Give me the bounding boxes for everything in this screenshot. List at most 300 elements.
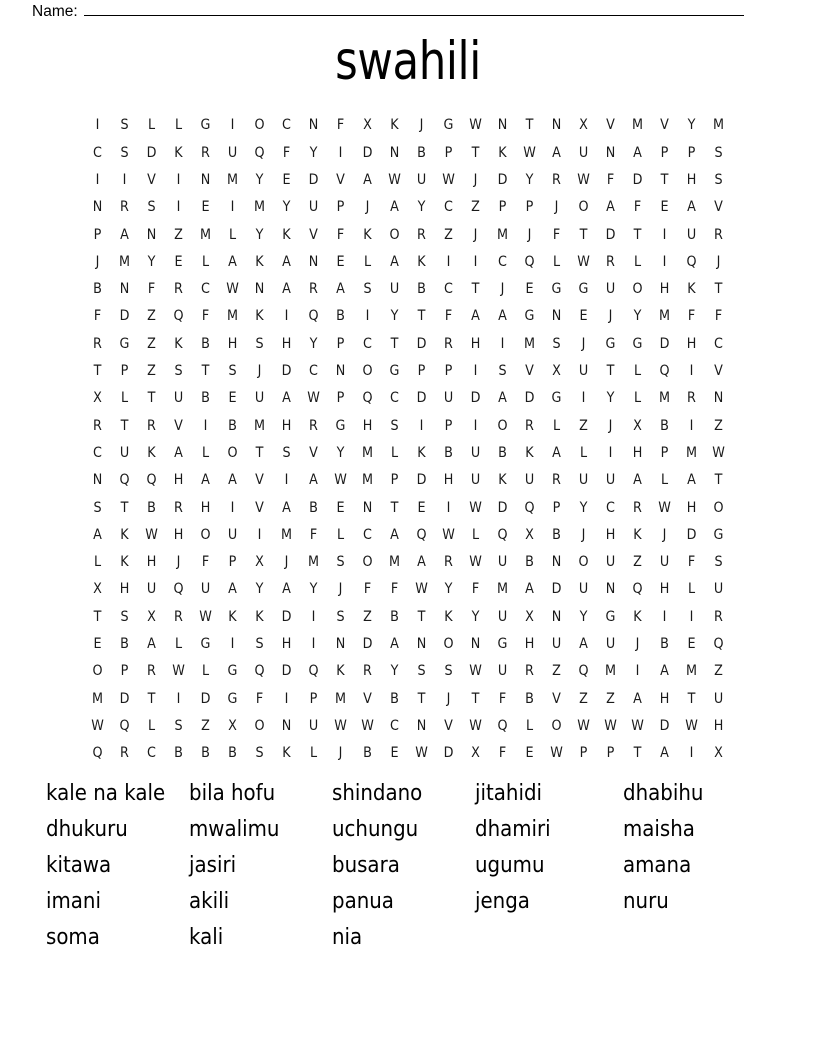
grid-letter[interactable]: X [93,390,102,407]
grid-letter[interactable]: F [444,308,453,325]
grid-letter[interactable]: K [174,144,183,161]
grid-letter[interactable]: Z [444,226,453,243]
grid-letter[interactable]: B [417,281,426,298]
grid-letter[interactable]: A [93,526,102,543]
grid-letter[interactable]: T [417,690,426,707]
grid-letter[interactable]: C [93,444,102,461]
grid-letter[interactable]: V [552,690,561,707]
grid-letter[interactable]: D [524,390,535,407]
grid-letter[interactable]: J [419,117,424,134]
grid-letter[interactable]: K [282,226,291,243]
grid-letter[interactable]: D [605,226,616,243]
grid-letter[interactable]: Q [524,499,535,516]
grid-letter[interactable]: W [469,554,482,571]
grid-letter[interactable]: B [444,444,453,461]
word-list-item[interactable]: kitawa [46,853,112,878]
grid-letter[interactable]: M [307,554,319,571]
grid-letter[interactable]: A [687,472,696,489]
grid-letter[interactable]: B [309,499,318,516]
grid-letter[interactable]: C [363,335,372,352]
grid-letter[interactable]: U [551,636,562,653]
grid-letter[interactable]: L [471,526,480,543]
grid-letter[interactable]: T [606,363,615,380]
grid-letter[interactable]: B [174,745,183,762]
grid-letter[interactable]: R [147,417,156,434]
grid-letter[interactable]: J [257,363,262,380]
grid-letter[interactable]: R [120,745,129,762]
grid-letter[interactable]: Z [579,690,588,707]
grid-letter[interactable]: I [122,171,127,188]
grid-letter[interactable]: G [578,281,589,298]
grid-letter[interactable]: X [471,745,480,762]
grid-letter[interactable]: O [227,444,238,461]
grid-letter[interactable]: D [416,390,427,407]
grid-letter[interactable]: O [497,417,508,434]
grid-letter[interactable]: E [525,281,534,298]
grid-letter[interactable]: E [336,253,345,270]
grid-letter[interactable]: M [361,472,373,489]
grid-letter[interactable]: F [363,581,372,598]
grid-letter[interactable]: X [552,363,561,380]
grid-letter[interactable]: Q [686,253,697,270]
grid-letter[interactable]: W [91,717,104,734]
grid-letter[interactable]: Q [632,581,643,598]
grid-letter[interactable]: Z [714,663,723,680]
grid-letter[interactable]: W [577,717,590,734]
grid-letter[interactable]: N [470,636,481,653]
grid-letter[interactable]: A [228,581,237,598]
grid-letter[interactable]: A [552,444,561,461]
grid-letter[interactable]: R [552,472,561,489]
grid-letter[interactable]: V [660,117,669,134]
grid-letter[interactable]: U [713,581,724,598]
grid-letter[interactable]: I [176,690,181,707]
grid-letter[interactable]: L [633,253,642,270]
grid-letter[interactable]: F [687,308,696,325]
grid-letter[interactable]: H [524,636,535,653]
grid-letter[interactable]: L [147,717,156,734]
grid-letter[interactable]: S [174,363,183,380]
grid-letter[interactable]: V [336,171,345,188]
grid-letter[interactable]: R [417,226,426,243]
grid-letter[interactable]: C [201,281,210,298]
grid-letter[interactable]: H [659,581,670,598]
grid-letter[interactable]: I [419,417,424,434]
grid-letter[interactable]: M [496,581,508,598]
grid-letter[interactable]: I [230,636,235,653]
grid-letter[interactable]: K [120,554,129,571]
grid-letter[interactable]: K [687,281,696,298]
grid-letter[interactable]: Z [363,608,372,625]
grid-letter[interactable]: I [473,363,478,380]
grid-letter[interactable]: H [362,417,373,434]
grid-letter[interactable]: K [363,226,372,243]
grid-letter[interactable]: F [201,554,210,571]
grid-letter[interactable]: U [497,554,508,571]
grid-letter[interactable]: G [524,308,535,325]
grid-letter[interactable]: H [686,335,697,352]
grid-letter[interactable]: O [362,363,373,380]
grid-letter[interactable]: A [579,636,588,653]
grid-letter[interactable]: Y [579,608,588,625]
grid-letter[interactable]: T [579,226,588,243]
grid-letter[interactable]: I [284,690,289,707]
grid-letter[interactable]: A [660,745,669,762]
grid-letter[interactable]: D [119,308,130,325]
grid-letter[interactable]: U [416,171,427,188]
grid-letter[interactable]: M [226,171,238,188]
grid-letter[interactable]: C [714,335,723,352]
grid-letter[interactable]: M [712,117,724,134]
grid-letter[interactable]: P [444,417,453,434]
grid-letter[interactable]: N [308,253,319,270]
grid-letter[interactable]: D [281,608,292,625]
grid-letter[interactable]: V [147,171,156,188]
grid-letter[interactable]: F [633,199,642,216]
grid-letter[interactable]: K [147,444,156,461]
grid-letter[interactable]: Z [606,690,615,707]
grid-letter[interactable]: X [93,581,102,598]
grid-letter[interactable]: N [335,636,346,653]
grid-letter[interactable]: A [525,581,534,598]
grid-letter[interactable]: J [500,281,505,298]
grid-letter[interactable]: A [336,281,345,298]
grid-letter[interactable]: U [200,581,211,598]
grid-letter[interactable]: G [200,117,211,134]
grid-letter[interactable]: R [606,253,615,270]
grid-letter[interactable]: A [687,199,696,216]
grid-letter[interactable]: F [714,308,723,325]
grid-letter[interactable]: T [390,499,399,516]
grid-letter[interactable]: K [417,253,426,270]
grid-letter[interactable]: C [444,199,453,216]
grid-letter[interactable]: N [497,117,508,134]
grid-letter[interactable]: L [201,444,210,461]
word-list-item[interactable]: panua [331,889,394,914]
grid-letter[interactable]: E [525,745,534,762]
grid-letter[interactable]: M [631,117,643,134]
grid-letter[interactable]: W [469,717,482,734]
grid-letter[interactable]: B [660,636,669,653]
grid-letter[interactable]: B [201,745,210,762]
grid-letter[interactable]: K [498,144,507,161]
grid-letter[interactable]: R [444,335,453,352]
grid-letter[interactable]: D [281,663,292,680]
grid-letter[interactable]: C [93,144,102,161]
grid-letter[interactable]: G [227,690,238,707]
grid-letter[interactable]: O [389,226,400,243]
grid-letter[interactable]: N [389,144,400,161]
grid-letter[interactable]: Y [255,171,264,188]
grid-letter[interactable]: W [226,281,239,298]
grid-letter[interactable]: H [632,444,643,461]
grid-letter[interactable]: A [282,281,291,298]
grid-letter[interactable]: S [498,363,507,380]
grid-letter[interactable]: C [309,363,318,380]
grid-letter[interactable]: S [363,281,372,298]
grid-letter[interactable]: F [336,117,345,134]
grid-letter[interactable]: W [199,608,212,625]
grid-letter[interactable]: I [500,335,505,352]
grid-letter[interactable]: A [390,253,399,270]
grid-letter[interactable]: Y [390,663,399,680]
grid-letter[interactable]: A [282,581,291,598]
grid-letter[interactable]: X [525,608,534,625]
grid-letter[interactable]: E [417,499,426,516]
grid-letter[interactable]: L [633,390,642,407]
grid-letter[interactable]: G [713,526,724,543]
grid-letter[interactable]: U [497,608,508,625]
grid-letter[interactable]: N [281,717,292,734]
grid-letter[interactable]: G [605,335,616,352]
grid-letter[interactable]: S [417,663,426,680]
grid-letter[interactable]: I [311,636,316,653]
grid-letter[interactable]: X [633,417,642,434]
grid-letter[interactable]: N [551,608,562,625]
grid-letter[interactable]: D [497,499,508,516]
grid-letter[interactable]: J [608,417,613,434]
grid-letter[interactable]: T [120,417,129,434]
grid-letter[interactable]: N [416,717,427,734]
grid-letter[interactable]: R [714,226,723,243]
grid-letter[interactable]: S [255,745,264,762]
grid-letter[interactable]: H [470,335,481,352]
grid-letter[interactable]: O [362,554,373,571]
grid-letter[interactable]: Y [687,117,696,134]
grid-letter[interactable]: I [662,226,667,243]
grid-letter[interactable]: T [201,363,210,380]
grid-letter[interactable]: F [498,745,507,762]
word-list-item[interactable]: shindano [331,781,422,806]
grid-letter[interactable]: C [363,526,372,543]
grid-letter[interactable]: O [578,199,589,216]
grid-letter[interactable]: Z [714,417,723,434]
grid-letter[interactable]: W [145,526,158,543]
grid-letter[interactable]: J [338,745,343,762]
grid-letter[interactable]: W [415,581,428,598]
grid-letter[interactable]: I [689,608,694,625]
grid-letter[interactable]: D [686,526,697,543]
grid-letter[interactable]: H [443,472,454,489]
grid-letter[interactable]: T [714,472,723,489]
grid-letter[interactable]: O [578,554,589,571]
grid-letter[interactable]: B [525,554,534,571]
grid-letter[interactable]: Z [174,226,183,243]
grid-letter[interactable]: W [712,444,725,461]
grid-letter[interactable]: F [687,554,696,571]
grid-letter[interactable]: G [389,363,400,380]
word-list-item[interactable]: kali [188,925,224,950]
grid-letter[interactable]: Y [471,608,480,625]
grid-letter[interactable]: I [311,608,316,625]
grid-letter[interactable]: N [119,281,130,298]
grid-letter[interactable]: U [146,581,157,598]
grid-letter[interactable]: F [336,226,345,243]
grid-letter[interactable]: Q [254,663,265,680]
grid-letter[interactable]: F [282,144,291,161]
grid-letter[interactable]: I [446,253,451,270]
grid-letter[interactable]: V [309,226,318,243]
grid-letter[interactable]: B [201,390,210,407]
grid-letter[interactable]: R [174,608,183,625]
grid-letter[interactable]: L [660,472,669,489]
grid-letter[interactable]: Q [308,308,319,325]
grid-letter[interactable]: I [284,308,289,325]
grid-letter[interactable]: U [605,472,616,489]
grid-letter[interactable]: A [309,472,318,489]
grid-letter[interactable]: X [255,554,264,571]
grid-letter[interactable]: B [660,417,669,434]
word-list-item[interactable]: dhabihu [623,781,704,806]
grid-letter[interactable]: W [172,663,185,680]
grid-letter[interactable]: X [714,745,723,762]
grid-letter[interactable]: Y [255,581,264,598]
grid-letter[interactable]: L [174,117,183,134]
grid-letter[interactable]: A [282,390,291,407]
grid-letter[interactable]: A [282,499,291,516]
grid-letter[interactable]: T [93,363,102,380]
grid-letter[interactable]: A [390,199,399,216]
grid-letter[interactable]: Q [497,526,508,543]
grid-letter[interactable]: B [417,144,426,161]
grid-letter[interactable]: V [606,117,615,134]
grid-letter[interactable]: T [633,226,642,243]
grid-letter[interactable]: I [284,472,289,489]
word-list-item[interactable]: jitahidi [474,781,542,806]
grid-letter[interactable]: B [390,690,399,707]
grid-letter[interactable]: J [473,171,478,188]
grid-letter[interactable]: H [686,499,697,516]
grid-letter[interactable]: P [606,745,615,762]
grid-letter[interactable]: I [635,663,640,680]
grid-letter[interactable]: N [92,199,103,216]
grid-letter[interactable]: M [118,253,130,270]
word-list-item[interactable]: jasiri [188,853,236,878]
word-list-item[interactable]: imani [46,889,101,914]
grid-letter[interactable]: D [470,390,481,407]
grid-letter[interactable]: V [714,199,723,216]
grid-letter[interactable]: U [308,717,319,734]
grid-letter[interactable]: T [417,608,426,625]
grid-letter[interactable]: A [660,663,669,680]
grid-letter[interactable]: N [92,472,103,489]
grid-letter[interactable]: M [334,690,346,707]
grid-letter[interactable]: X [525,526,534,543]
grid-letter[interactable]: Y [336,444,345,461]
grid-letter[interactable]: E [579,308,588,325]
grid-letter[interactable]: L [174,636,183,653]
grid-letter[interactable]: U [605,636,616,653]
grid-letter[interactable]: L [93,554,102,571]
grid-letter[interactable]: G [227,663,238,680]
word-list-item[interactable]: kale na kale [46,781,166,806]
grid-letter[interactable]: C [390,390,399,407]
grid-letter[interactable]: U [659,554,670,571]
grid-letter[interactable]: D [416,335,427,352]
grid-letter[interactable]: A [390,636,399,653]
grid-letter[interactable]: P [660,144,669,161]
grid-letter[interactable]: I [230,499,235,516]
grid-letter[interactable]: W [631,717,644,734]
grid-letter[interactable]: S [714,171,723,188]
grid-letter[interactable]: U [470,444,481,461]
grid-letter[interactable]: J [608,308,613,325]
word-list-item[interactable]: dhukuru [46,817,128,842]
grid-letter[interactable]: K [255,608,264,625]
grid-letter[interactable]: U [578,363,589,380]
grid-letter[interactable]: I [689,363,694,380]
grid-letter[interactable]: S [336,608,345,625]
grid-letter[interactable]: S [120,144,129,161]
grid-letter[interactable]: L [201,663,210,680]
grid-letter[interactable]: A [174,444,183,461]
grid-letter[interactable]: A [363,171,372,188]
grid-letter[interactable]: G [497,636,508,653]
grid-letter[interactable]: B [228,745,237,762]
grid-letter[interactable]: V [363,690,372,707]
grid-letter[interactable]: F [147,281,156,298]
grid-letter[interactable]: B [363,745,372,762]
grid-letter[interactable]: S [714,144,723,161]
grid-letter[interactable]: L [552,253,561,270]
grid-letter[interactable]: S [714,554,723,571]
grid-letter[interactable]: Q [416,526,427,543]
grid-letter[interactable]: G [605,608,616,625]
grid-letter[interactable]: U [578,472,589,489]
grid-letter[interactable]: B [93,281,102,298]
grid-letter[interactable]: M [199,226,211,243]
grid-letter[interactable]: O [254,717,265,734]
grid-letter[interactable]: D [362,144,373,161]
grid-letter[interactable]: L [687,581,696,598]
grid-letter[interactable]: P [498,199,507,216]
grid-letter[interactable]: R [363,663,372,680]
grid-letter[interactable]: E [687,636,696,653]
grid-letter[interactable]: V [174,417,183,434]
grid-letter[interactable]: M [685,444,697,461]
grid-letter[interactable]: E [174,253,183,270]
grid-letter[interactable]: R [201,144,210,161]
grid-letter[interactable]: W [334,717,347,734]
grid-letter[interactable]: Y [309,144,318,161]
grid-letter[interactable]: D [632,171,643,188]
grid-letter[interactable]: I [338,144,343,161]
grid-letter[interactable]: L [390,444,399,461]
grid-letter[interactable]: W [577,171,590,188]
grid-letter[interactable]: W [334,472,347,489]
grid-letter[interactable]: K [444,608,453,625]
grid-letter[interactable]: H [281,417,292,434]
grid-letter[interactable]: N [551,308,562,325]
grid-letter[interactable]: B [147,499,156,516]
grid-letter[interactable]: Y [309,335,318,352]
grid-letter[interactable]: N [713,390,724,407]
grid-letter[interactable]: Q [578,663,589,680]
grid-letter[interactable]: A [633,690,642,707]
grid-letter[interactable]: I [365,308,370,325]
grid-letter[interactable]: R [174,281,183,298]
grid-letter[interactable]: L [363,253,372,270]
grid-letter[interactable]: D [200,690,211,707]
grid-letter[interactable]: V [525,363,534,380]
grid-letter[interactable]: D [281,363,292,380]
grid-letter[interactable]: Y [390,308,399,325]
grid-letter[interactable]: T [660,171,669,188]
grid-letter[interactable]: P [120,363,129,380]
grid-letter[interactable]: V [714,363,723,380]
grid-letter[interactable]: E [93,636,102,653]
grid-letter[interactable]: S [390,417,399,434]
